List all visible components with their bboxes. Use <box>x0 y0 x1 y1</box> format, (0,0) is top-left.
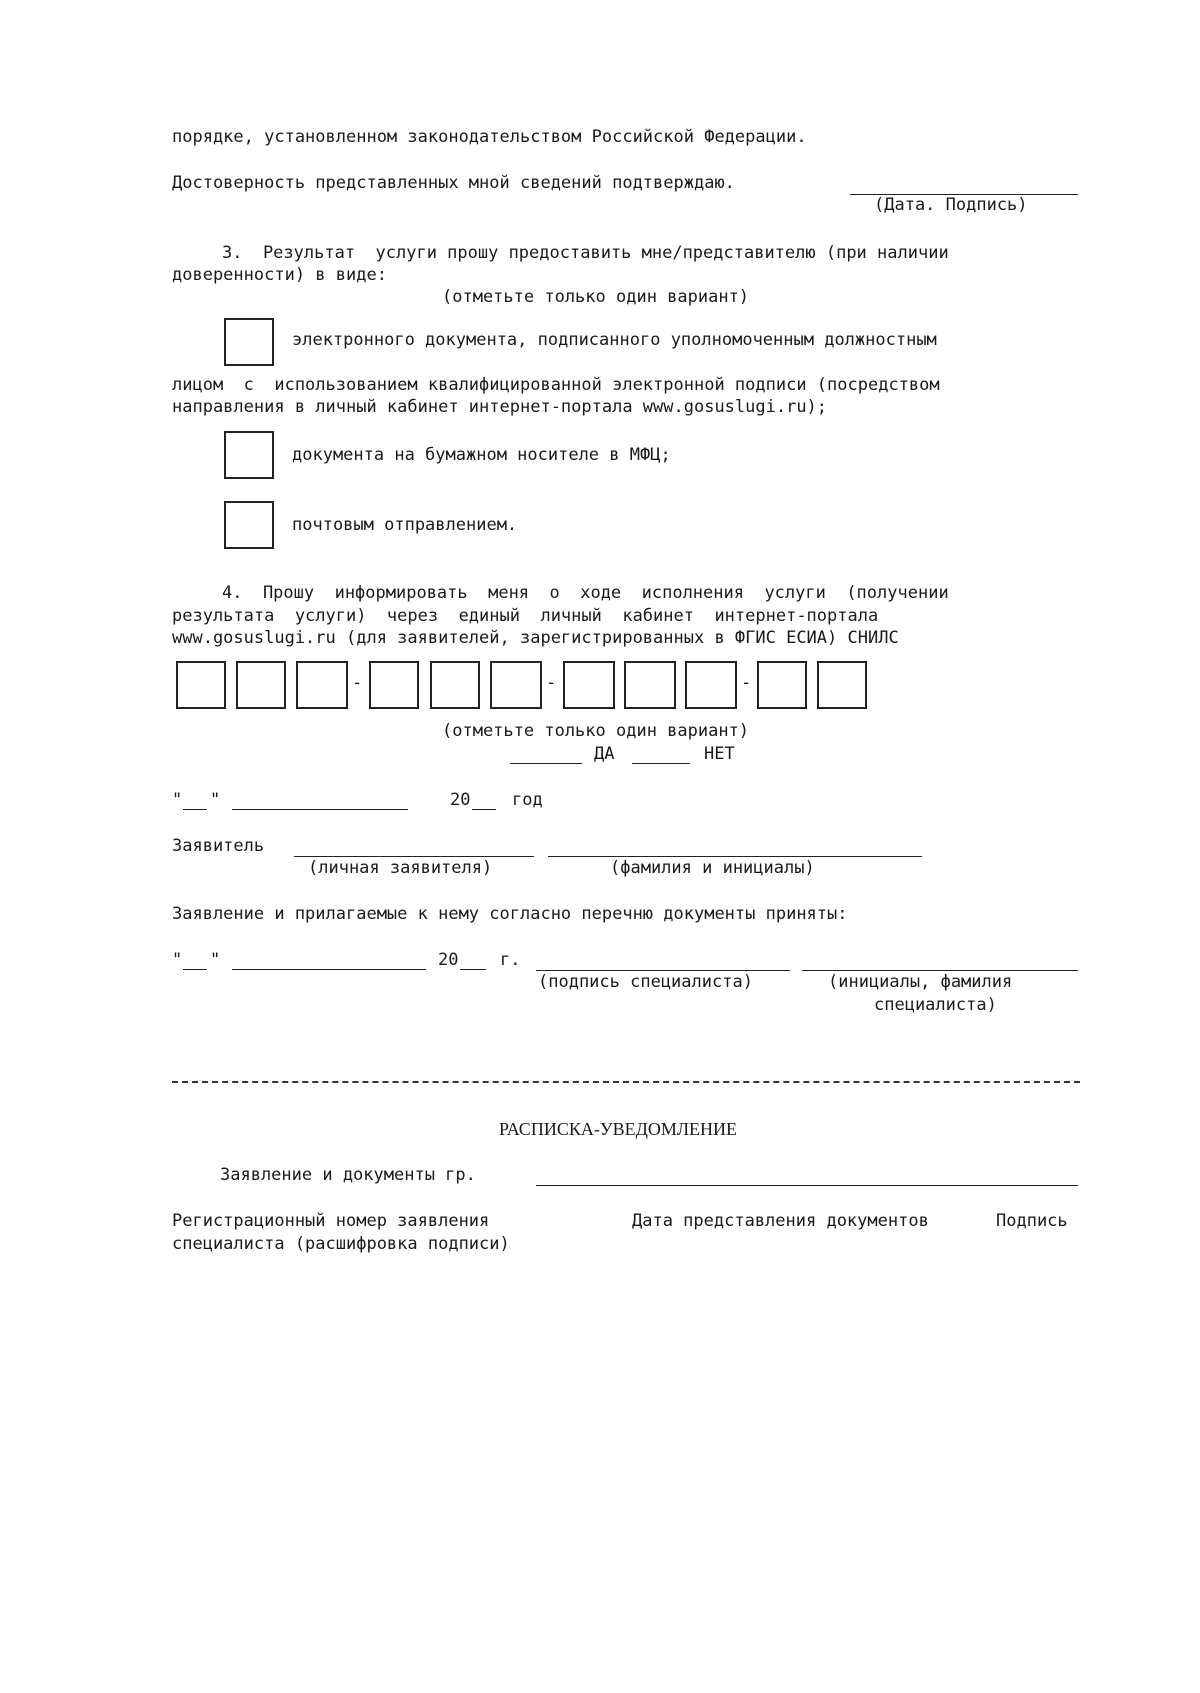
snils-digit-box[interactable] <box>430 661 480 709</box>
applicant-name-caption: (фамилия и инициалы) <box>610 858 815 878</box>
continuation-line: порядке, установленном законодательством Российской Федерации. <box>172 127 807 147</box>
date-year-suffix: год <box>512 790 543 810</box>
date-year-field[interactable] <box>472 809 496 810</box>
option-mail-checkbox[interactable] <box>224 501 274 549</box>
snils-digit-box[interactable] <box>369 661 419 709</box>
confirm-statement: Достоверность представленных мной сведений подтверждаю. <box>172 173 735 193</box>
snils-digit-box[interactable] <box>817 661 867 709</box>
applicant-label: Заявитель <box>172 836 265 856</box>
accepted-month-field[interactable] <box>232 969 426 970</box>
snils-separator: - <box>741 673 752 693</box>
snils-digit-box[interactable] <box>176 661 226 709</box>
receipt-docs-from: Заявление и документы гр. <box>220 1165 476 1185</box>
option-paper-checkbox[interactable] <box>224 431 274 479</box>
applicant-signature-caption: (личная заявителя) <box>308 858 493 878</box>
accepted-day-field[interactable] <box>183 969 207 970</box>
section3-line1: 3. Результат услуги прошу предоставить мне/представителю (при наличии <box>222 243 949 263</box>
receipt-date-submitted: Дата представления документов <box>632 1211 929 1231</box>
snils-digit-box[interactable] <box>624 661 676 709</box>
date-month-field[interactable] <box>232 809 408 810</box>
receipt-citizen-field[interactable] <box>536 1185 1078 1186</box>
option-electronic-line2: лицом с использованием квалифицированной электронной подписи (посредством <box>172 375 940 395</box>
accepted-quote-open: " <box>172 950 183 970</box>
section4-line2: результата услуги) через единый личный кабинет интернет-портала <box>172 606 879 626</box>
section4-hint: (отметьте только один вариант) <box>442 721 750 741</box>
snils-digit-box[interactable] <box>296 661 348 709</box>
option-mail-label: почтовым отправлением. <box>292 515 518 535</box>
date-day-field[interactable] <box>183 809 207 810</box>
option-electronic-checkbox[interactable] <box>224 318 274 366</box>
confirm-signature-caption: (Дата. Подпись) <box>874 195 1028 215</box>
accepted-year-prefix: 20 <box>438 950 459 970</box>
specialist-name-caption-2: специалиста) <box>874 995 997 1015</box>
snils-separator: - <box>546 673 557 693</box>
section3-line2: доверенности) в виде: <box>172 265 387 285</box>
section3-hint: (отметьте только один вариант) <box>442 287 750 307</box>
section4-line1: 4. Прошу информировать меня о ходе исполнения услуги (получении <box>222 583 949 603</box>
specialist-name-caption-1: (инициалы, фамилия <box>828 972 1013 992</box>
accepted-year-suffix: г. <box>500 950 521 970</box>
snils-digit-box[interactable] <box>563 661 615 709</box>
cut-line <box>172 1081 1080 1083</box>
receipt-specialist: специалиста (расшифровка подписи) <box>172 1234 510 1254</box>
accepted-statement: Заявление и прилагаемые к нему согласно перечню документы приняты: <box>172 904 848 924</box>
snils-digit-box[interactable] <box>236 661 286 709</box>
no-label: НЕТ <box>704 744 735 764</box>
receipt-title: РАСПИСКА-УВЕДОМЛЕНИЕ <box>499 1119 738 1139</box>
section4-line3: www.gosuslugi.ru (для заявителей, зарегистрированных в ФГИС ЕСИА) СНИЛС <box>172 628 899 648</box>
date-year-prefix: 20 <box>450 790 471 810</box>
accepted-year-field[interactable] <box>460 969 486 970</box>
date-quote-open: " <box>172 790 183 810</box>
accepted-quote-close: " <box>210 950 221 970</box>
option-electronic-line3: направления в личный кабинет интернет-портала www.gosuslugi.ru); <box>172 397 828 417</box>
snils-digit-box[interactable] <box>490 661 542 709</box>
option-electronic-label <box>292 329 1078 351</box>
option-paper-label: документа на бумажном носителе в МФЦ; <box>292 445 671 465</box>
snils-separator: - <box>352 673 363 693</box>
no-mark-field[interactable] <box>632 763 690 764</box>
yes-label: ДА <box>594 744 615 764</box>
snils-digit-box[interactable] <box>685 661 737 709</box>
option-electronic-text: электронного документа, подписанного уполномоченным должностным <box>292 330 937 350</box>
yes-mark-field[interactable] <box>510 763 582 764</box>
receipt-signature: Подпись <box>996 1211 1068 1231</box>
snils-digit-box[interactable] <box>757 661 807 709</box>
receipt-reg-number: Регистрационный номер заявления <box>172 1211 490 1231</box>
specialist-signature-caption: (подпись специалиста) <box>538 972 753 992</box>
date-quote-close: " <box>210 790 221 810</box>
